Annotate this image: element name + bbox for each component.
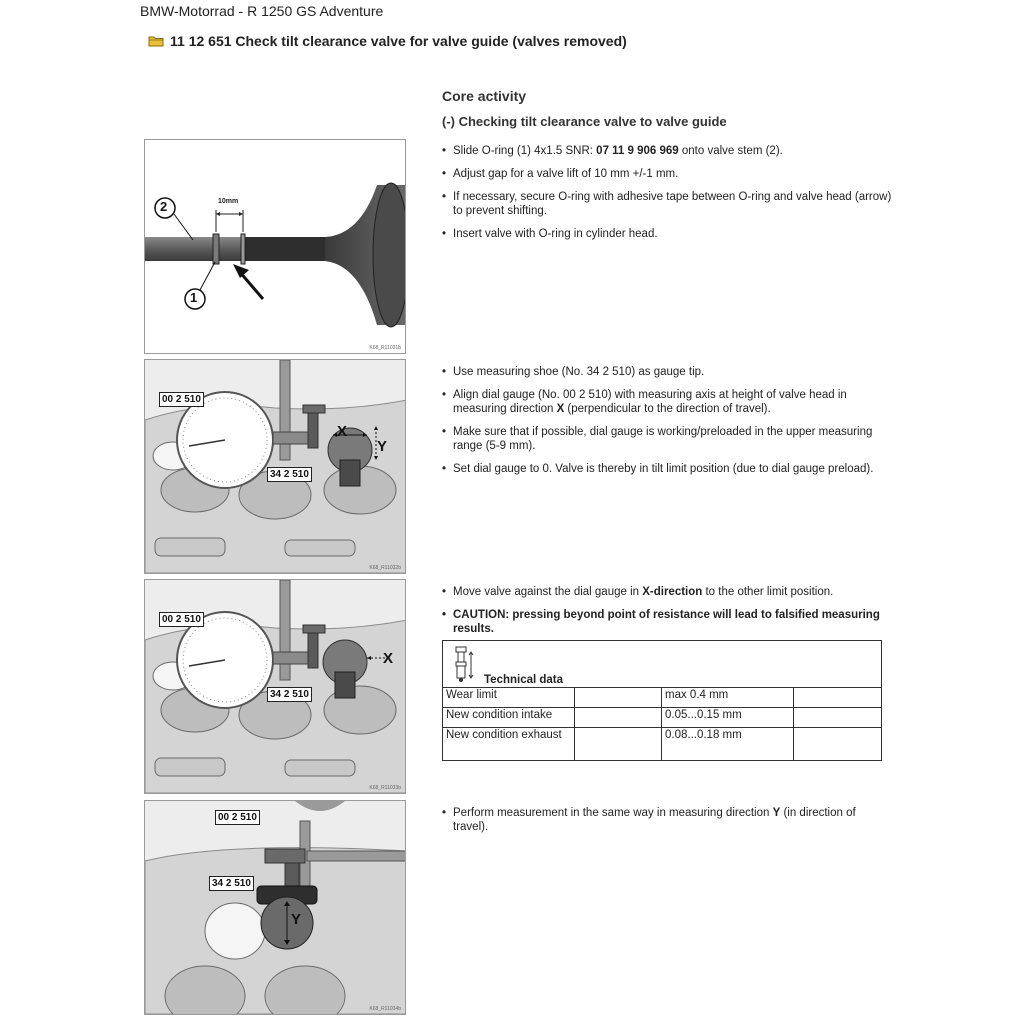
doc-title — [148, 33, 627, 50]
doc-title-text: 11 12 651 Check tilt clearance valve for valve guide (valves removed) — [170, 33, 627, 49]
direction-x-label: X — [383, 650, 394, 667]
step3-list — [442, 585, 892, 645]
direction-y-label: Y — [377, 438, 388, 455]
tech-label: Wear limit — [443, 688, 575, 708]
step2-item: • Align dial gauge (No. 00 2 510) with measuring axis at height of valve head in measuring direction X (perpendicular to the direction of travel). — [442, 388, 892, 416]
step1-item: • If necessary, secure O-ring with adhesive tape between O-ring and valve head (arrow) to prevent shifting. — [442, 190, 892, 218]
tech-label: New condition exhaust — [443, 728, 575, 761]
step2-item: • Use measuring shoe (No. 34 2 510) as gauge tip. — [442, 365, 892, 379]
direction-x-label: X — [337, 423, 348, 440]
measuring-shoe-label: 34 2 510 — [267, 687, 312, 702]
step1-item: • Adjust gap for a valve lift of 10 mm +/-1 mm. — [442, 167, 892, 181]
tech-title: Technical data — [484, 674, 564, 686]
step4-item: • Perform measurement in the same way in measuring direction Y (in direction of travel). — [442, 806, 892, 834]
figure-code: K68_R11031b — [369, 345, 401, 351]
technical-data-table — [442, 640, 882, 761]
tech-value: max 0.4 mm — [662, 688, 794, 708]
step1-list — [442, 144, 892, 250]
direction-y-label: Y — [291, 911, 302, 928]
step2-item: • Set dial gauge to 0. Valve is thereby in tilt limit position (due to dial gauge preload). — [442, 462, 892, 476]
step2-list — [442, 365, 892, 485]
dial-gauge-figure-y — [144, 800, 406, 1015]
tech-header — [443, 641, 882, 688]
step1-item: • Slide O-ring (1) 4x1.5 SNR: 07 11 9 906 969 onto valve stem (2). — [442, 144, 892, 158]
header-title: BMW-Motorrad - R 1250 GS Adventure — [140, 3, 384, 19]
dial-gauge-label: 00 2 510 — [159, 612, 204, 627]
caution-note: • CAUTION: pressing beyond point of resistance will lead to falsified measuring results. — [442, 608, 892, 636]
figure-code: K68_R11032b — [369, 565, 401, 571]
gauge-tool-icon — [446, 645, 482, 686]
dial-gauge-label: 00 2 510 — [215, 810, 260, 825]
table-row — [443, 708, 882, 728]
tech-value: 0.08...0.18 mm — [662, 728, 794, 761]
step3-item: • Move valve against the dial gauge in X-direction to the other limit position. — [442, 585, 892, 599]
figure-code: K68_R11034b — [369, 1006, 401, 1012]
table-row — [443, 728, 882, 761]
dimension-label: 10mm — [218, 198, 239, 205]
step4-list — [442, 806, 892, 843]
measuring-shoe-label: 34 2 510 — [209, 876, 254, 891]
sub-heading: (-) Checking tilt clearance valve to valve guide — [442, 114, 727, 129]
step2-item: • Make sure that if possible, dial gauge is working/preloaded in the upper measuring range (5-9 mm). — [442, 425, 892, 453]
core-heading: Core activity — [442, 88, 527, 104]
valve-oring-figure — [144, 139, 406, 354]
tech-value: 0.05...0.15 mm — [662, 708, 794, 728]
table-row — [443, 688, 882, 708]
step1-item: • Insert valve with O-ring in cylinder head. — [442, 227, 892, 241]
label-o-ring: 1 — [190, 290, 198, 305]
tech-label: New condition intake — [443, 708, 575, 728]
figure-code: K68_R11033b — [369, 785, 401, 791]
folder-icon — [148, 34, 164, 50]
dial-gauge-label: 00 2 510 — [159, 392, 204, 407]
label-valve-stem: 2 — [160, 199, 168, 214]
measuring-shoe-label: 34 2 510 — [267, 467, 312, 482]
dial-gauge-figure-x-limit — [144, 579, 406, 794]
dial-gauge-figure-x — [144, 359, 406, 574]
